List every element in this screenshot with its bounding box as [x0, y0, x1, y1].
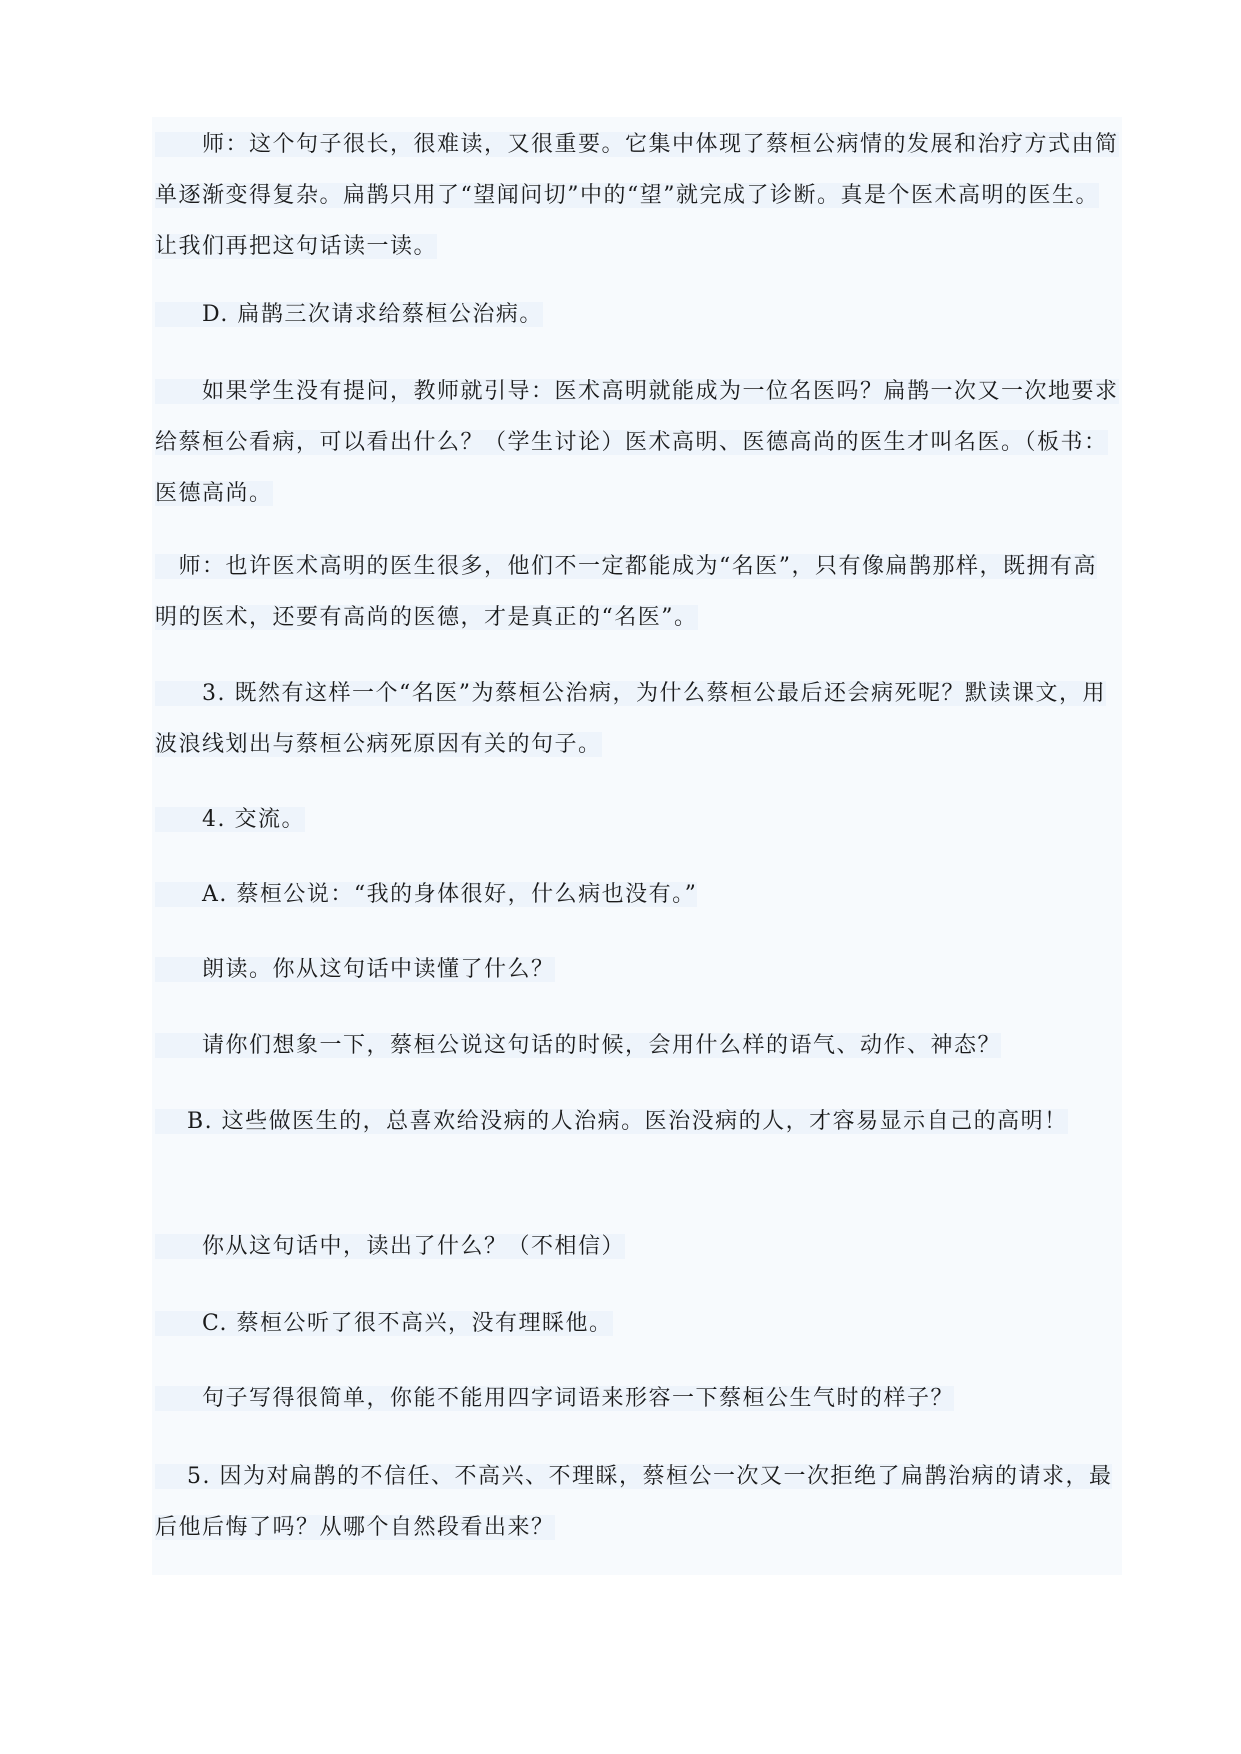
- paragraph-point-b: B. 这些做医生的，总喜欢给没病的人治病。医治没病的人，才容易显示自己的高明！: [155, 1109, 1068, 1134]
- paragraph-four-char-words: 句子写得很简单，你能不能用四字词语来形容一下蔡桓公生气时的样子？: [155, 1386, 955, 1411]
- paragraph-step-5: 5. 因为对扁鹊的不信任、不高兴、不理睬，蔡桓公一次又一次拒绝了扁鹊治病的请求，最后他后悔了吗？从哪个自然段看出来？: [155, 1464, 1113, 1540]
- paragraph-point-d: D. 扁鹊三次请求给蔡桓公治病。: [155, 302, 543, 327]
- paragraph-read-aloud: 朗读。你从这句话中读懂了什么？: [155, 957, 555, 982]
- paragraph-imagine: 请你们想象一下，蔡桓公说这句话的时候，会用什么样的语气、动作、神态？: [155, 1033, 1002, 1058]
- paragraph-question-distrust: 你从这句话中，读出了什么？（不相信）: [155, 1234, 626, 1259]
- paragraph-step-3: 3. 既然有这样一个“名医”为蔡桓公治病，为什么蔡桓公最后还会病死呢？默读课文，用波浪线划出与蔡桓公病死原因有关的句子。: [155, 681, 1106, 757]
- paragraph-teacher-remark: 师：这个句子很长，很难读，又很重要。它集中体现了蔡桓公病情的发展和治疗方式由简单逐渐变得复杂。扁鹊只用了“望闻问切”中的“望”就完成了诊断。真是个医术高明的医生。让我们再把这句话读一读。: [155, 132, 1119, 259]
- paragraph-teacher-famous-doctor: 师：也许医术高明的医生很多，他们不一定都能成为“名医”，只有像扁鹊那样，既拥有高明的医术，还要有高尚的医德，才是真正的“名医”。: [155, 554, 1097, 630]
- paragraph-point-a: A. 蔡桓公说：“我的身体很好，什么病也没有。”: [155, 882, 698, 907]
- paragraph-point-c: C. 蔡桓公听了很不高兴，没有理睬他。: [155, 1311, 613, 1336]
- paragraph-step-4: 4. 交流。: [155, 807, 305, 832]
- paragraph-teacher-guidance: 如果学生没有提问，教师就引导：医术高明就能成为一位名医吗？扁鹊一次又一次地要求给蔡桓公看病，可以看出什么？（学生讨论）医术高明、医德高尚的医生才叫名医。（板书：医德高尚。: [155, 379, 1119, 506]
